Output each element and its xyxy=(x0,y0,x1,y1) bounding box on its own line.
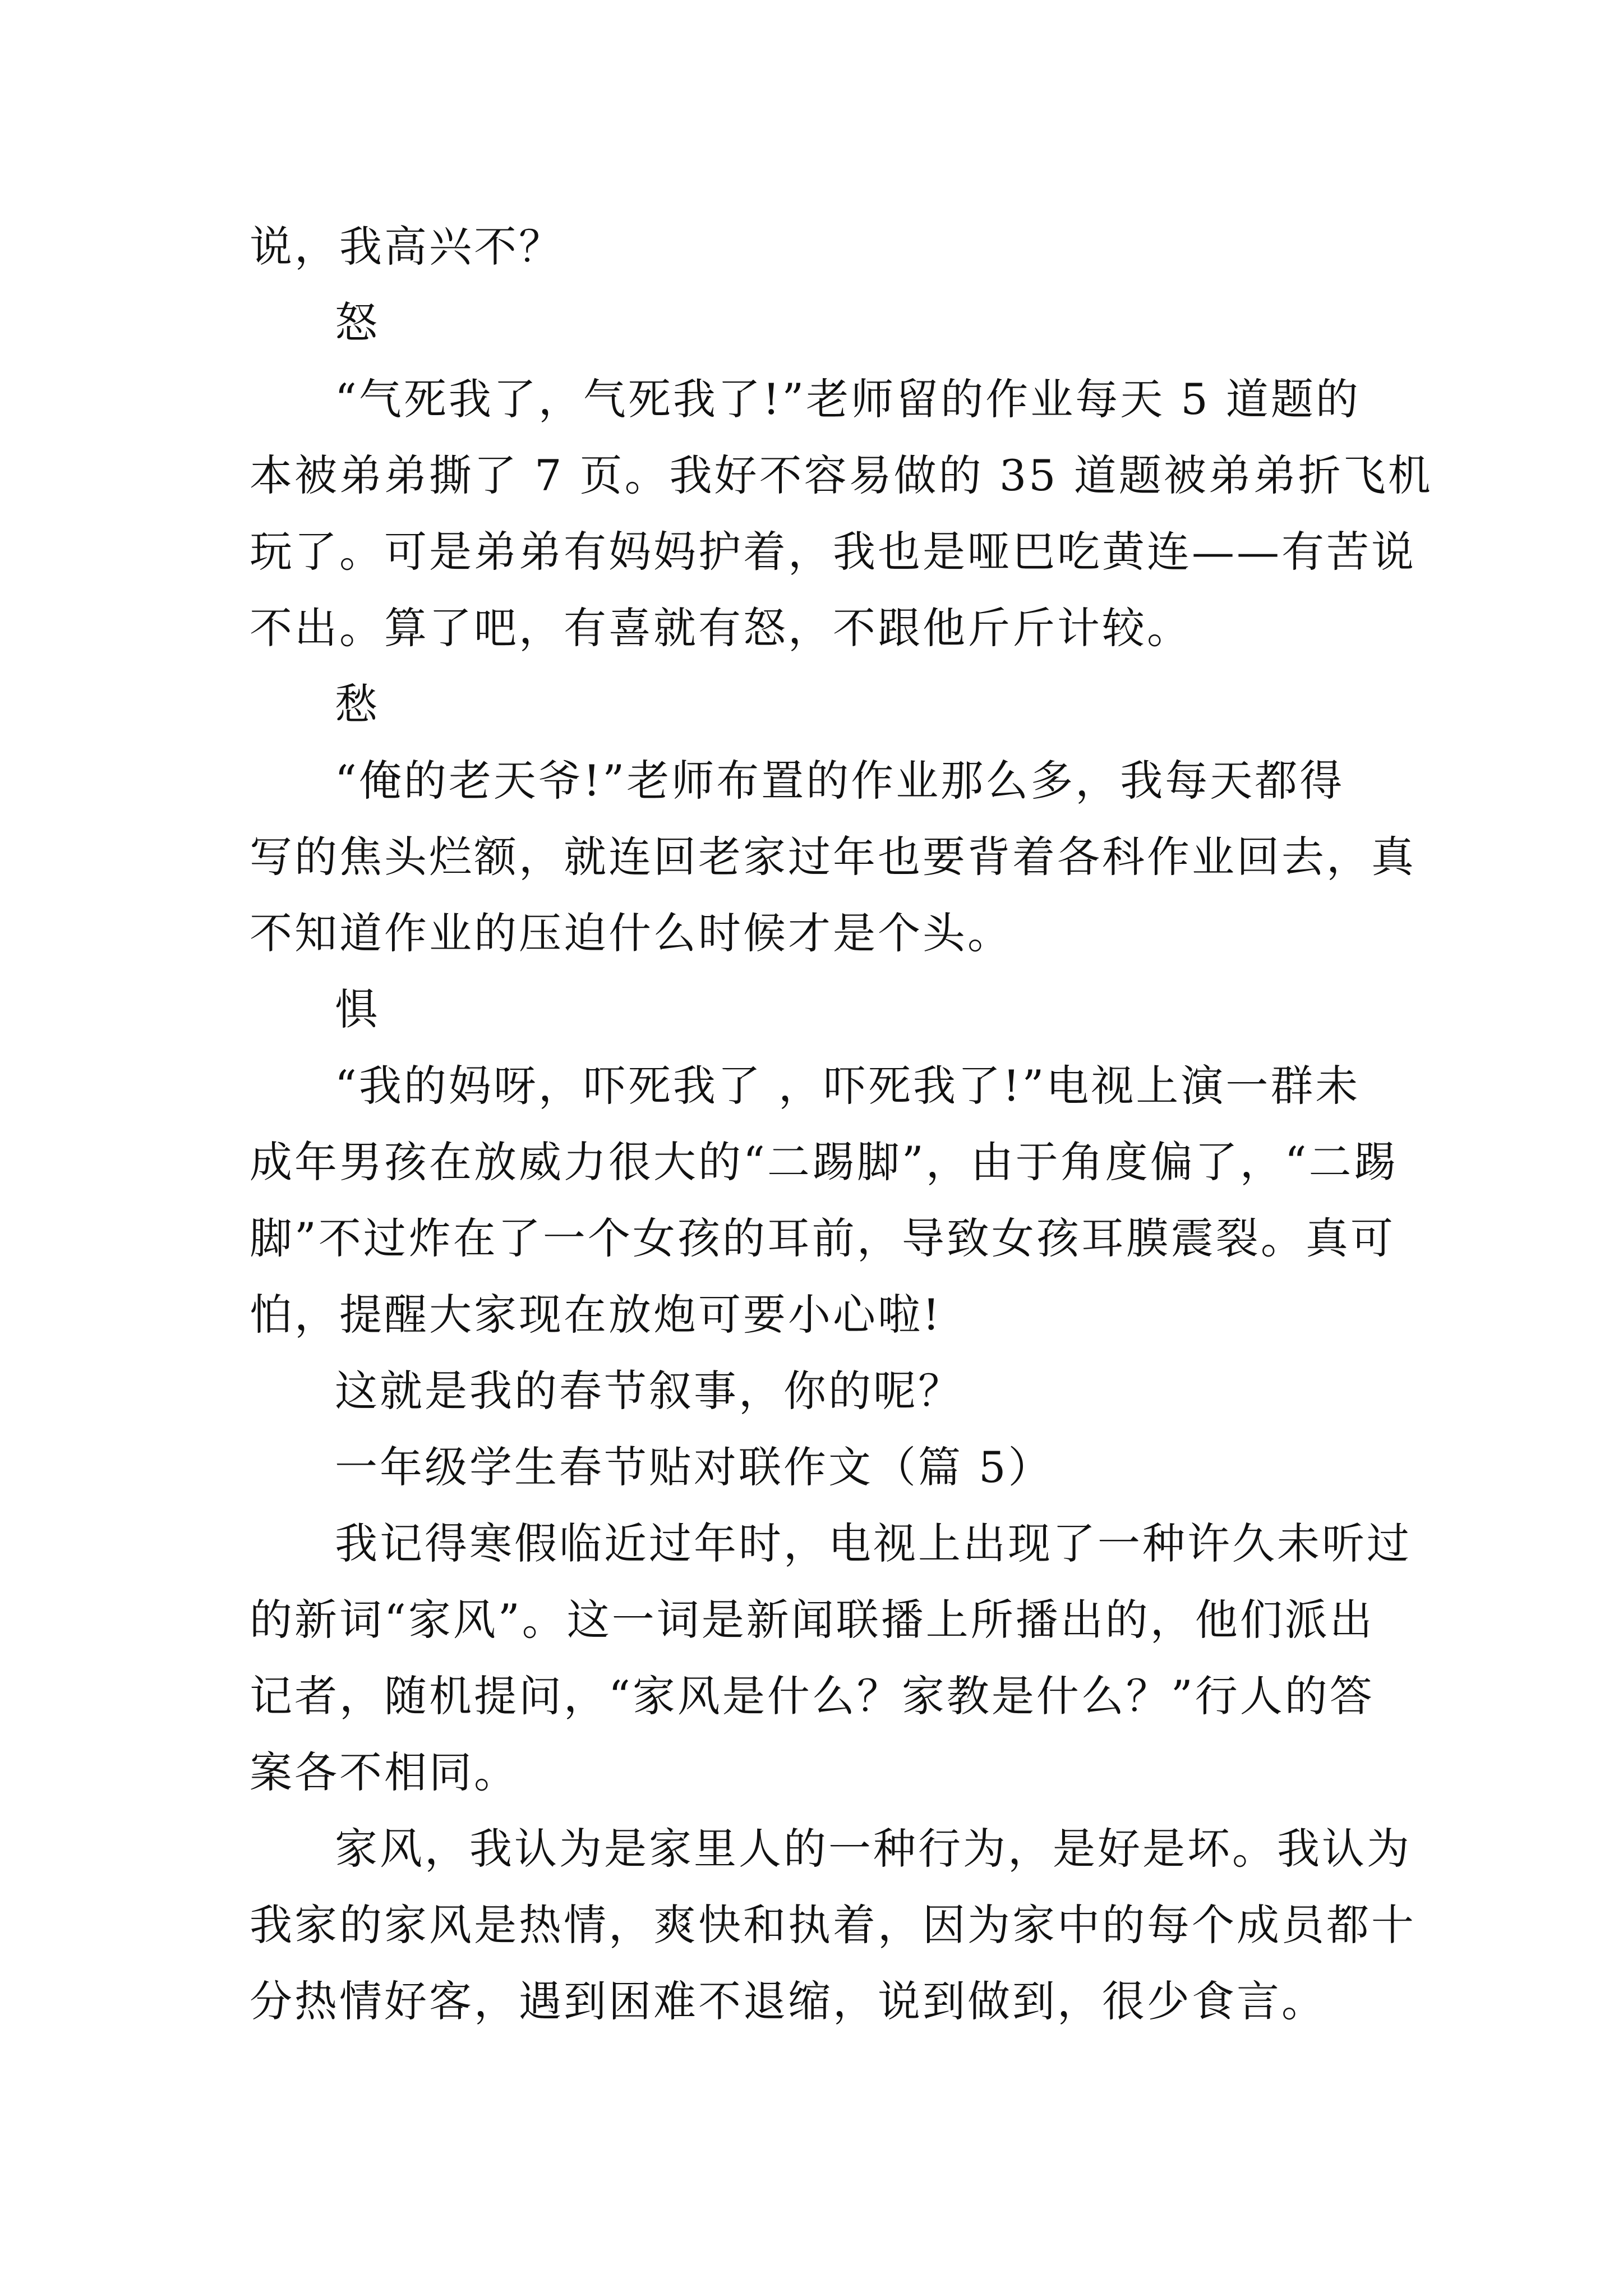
text-line: 不知道作业的压迫什么时候才是个头。 xyxy=(250,908,1012,958)
text-line: “我的妈呀，吓死我了 ，吓死我了!”电视上演一群未 xyxy=(335,1061,1361,1111)
text-line: 写的焦头烂额，就连回老家过年也要背着各科作业回去，真 xyxy=(250,832,1416,882)
text-line: 的新词“家风”。这一词是新闻联播上所播出的，他们派出 xyxy=(250,1595,1375,1645)
text-line: 不出。算了吧，有喜就有怒，不跟他斤斤计较。 xyxy=(250,603,1192,653)
text-line: 我家的家风是热情，爽快和执着，因为家中的每个成员都十 xyxy=(250,1900,1416,1950)
essay-title: 一年级学生春节贴对联作文（篇 5） xyxy=(335,1442,1053,1492)
section-heading-anger: 怒 xyxy=(335,298,380,348)
text-line: 我记得寒假临近过年时，电视上出现了一种许久未听过 xyxy=(335,1519,1412,1568)
text-line: 本被弟弟撕了 7 页。我好不容易做的 35 道题被弟弟折飞机 xyxy=(250,450,1433,500)
text-line: “俺的老天爷!”老师布置的作业那么多，我每天都得 xyxy=(335,756,1345,806)
text-line: 记者，随机提问，“家风是什么？家教是什么？”行人的答 xyxy=(250,1671,1375,1721)
text-line: 家风，我认为是家里人的一种行为，是好是坏。我认为 xyxy=(335,1824,1412,1874)
text-line: “气死我了，气死我了!”老师留的作业每天 5 道题的 xyxy=(335,374,1361,424)
document-body xyxy=(250,209,1433,2040)
text-line: 这就是我的春节叙事，你的呢？ xyxy=(335,1366,963,1416)
text-line: 分热情好客，遇到困难不退缩，说到做到，很少食言。 xyxy=(250,1976,1326,2026)
text-line: 案各不相同。 xyxy=(250,1747,519,1797)
text-line: 说，我高兴不？ xyxy=(250,222,564,272)
text-line: 玩了。可是弟弟有妈妈护着，我也是哑巴吃黄连——有苦说 xyxy=(250,527,1416,577)
section-heading-fear: 惧 xyxy=(335,984,380,1034)
text-line: 成年男孩在放威力很大的“二踢脚”，由于角度偏了，“二踢 xyxy=(250,1137,1399,1187)
text-line: 怕，提醒大家现在放炮可要小心啦! xyxy=(250,1290,942,1340)
section-heading-worry: 愁 xyxy=(335,679,380,729)
text-line: 脚”不过炸在了一个女孩的耳前，导致女孩耳膜震裂。真可 xyxy=(250,1213,1395,1263)
